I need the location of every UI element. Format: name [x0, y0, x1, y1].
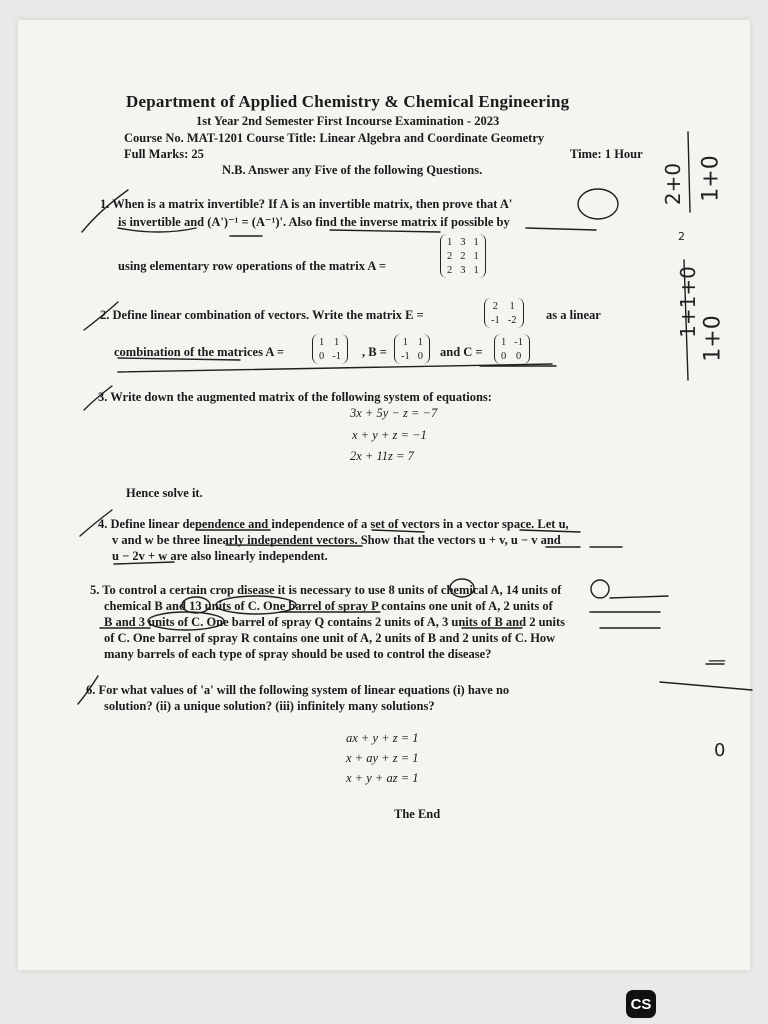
- mark-q5: —: [708, 650, 726, 671]
- q6-eq1: ax + y + z = 1: [346, 731, 419, 745]
- q1-line1: 1. When is a matrix invertible? If A is an invertible matrix, then prove that A': [100, 197, 513, 211]
- q1-line3: using elementary row operations of the matrix A =: [118, 259, 386, 273]
- q5-line5: many barrels of each type of spray should be used to control the disease?: [104, 647, 492, 661]
- q3-eq3: 2x + 11z = 7: [350, 449, 414, 463]
- q2-matrix-c: 1 -1 0 0: [494, 334, 530, 364]
- time-allowed: Time: 1 Hour: [570, 147, 643, 161]
- the-end: The End: [394, 807, 441, 821]
- q2-line1: 2. Define linear combination of vectors. Write the matrix E =: [100, 308, 424, 322]
- cell: 1: [473, 236, 479, 248]
- q6-line1: 6. For what values of 'a' will the following system of linear equations (i) have no: [86, 683, 510, 697]
- q3-eq1: 3x + 5y − z = −7: [350, 406, 438, 420]
- full-marks: Full Marks: 25: [124, 147, 204, 161]
- cell: 1: [473, 250, 479, 262]
- q5-line1: 5. To control a certain crop disease it is necessary to use 8 units of chemical A, 14 units of: [90, 583, 562, 597]
- q2-line2: combination of the matrices A =: [114, 345, 284, 359]
- cell: 2: [460, 250, 466, 262]
- q4-line3: u − 2v + w are also linearly independent.: [112, 549, 328, 563]
- q5-line2: chemical B and 13 units of C. One barrel of spray P contains one unit of A, 2 units of: [104, 599, 553, 613]
- course-line: Course No. MAT-1201 Course Title: Linear Algebra and Coordinate Geometry: [124, 131, 545, 145]
- cell: 2: [447, 264, 453, 276]
- q2-c-label: and C =: [440, 345, 483, 359]
- cell: 3: [460, 264, 466, 276]
- mark-q1-a: 2+0: [661, 162, 686, 206]
- cell: 1: [473, 264, 479, 276]
- q6-eq2: x + ay + z = 1: [346, 751, 419, 765]
- q3-eq2: x + y + z = −1: [352, 428, 427, 442]
- q5-line4: of C. One barrel of spray R contains one unit of A, 2 units of B and 2 units of C. How: [104, 631, 556, 645]
- mark-q2-b: 1+0: [700, 315, 726, 362]
- q3-line1: 3. Write down the augmented matrix of the following system of equations:: [98, 390, 492, 404]
- q2-matrix-b: 1 1 -1 0: [394, 334, 430, 364]
- exam-line: 1st Year 2nd Semester First Incourse Examination - 2023: [196, 114, 500, 128]
- mark-small: 2: [678, 230, 685, 243]
- q3-line2: Hence solve it.: [126, 486, 203, 500]
- q1-line2: is invertible and (A')⁻¹ = (A⁻¹)'. Also find the inverse matrix if possible by: [118, 215, 510, 229]
- q2-matrix-e: 2 1 -1 -2: [484, 298, 524, 328]
- mark-q6: 0: [714, 740, 726, 761]
- q2-b-label: , B =: [362, 345, 387, 359]
- mark-q2-a: 1+1+0: [675, 266, 700, 338]
- mark-q1-b: 1+0: [698, 155, 724, 202]
- cell: 2: [447, 250, 453, 262]
- department-title: Department of Applied Chemistry & Chemical Engineering: [126, 92, 570, 111]
- camscanner-badge: CS: [626, 990, 656, 1018]
- cell: 3: [460, 236, 466, 248]
- instruction-note: N.B. Answer any Five of the following Questions.: [222, 163, 483, 177]
- q4-line1: 4. Define linear dependence and independence of a set of vectors in a vector space. Let u,: [98, 517, 569, 531]
- q4-line2: v and w be three linearly independent vectors. Show that the vectors u + v, u − v and: [112, 533, 561, 547]
- q2-matrix-a: 1 1 0 -1: [312, 334, 348, 364]
- q2-line1-end: as a linear: [546, 308, 601, 322]
- q6-eq3: x + y + az = 1: [346, 771, 419, 785]
- q6-line2: solution? (ii) a unique solution? (iii) infinitely many solutions?: [104, 699, 435, 713]
- cell: 1: [447, 236, 453, 248]
- q5-line3: B and 3 units of C. One barrel of spray Q contains 2 units of A, 3 units of B and 2 units: [104, 615, 565, 629]
- q1-matrix-a: [440, 234, 486, 278]
